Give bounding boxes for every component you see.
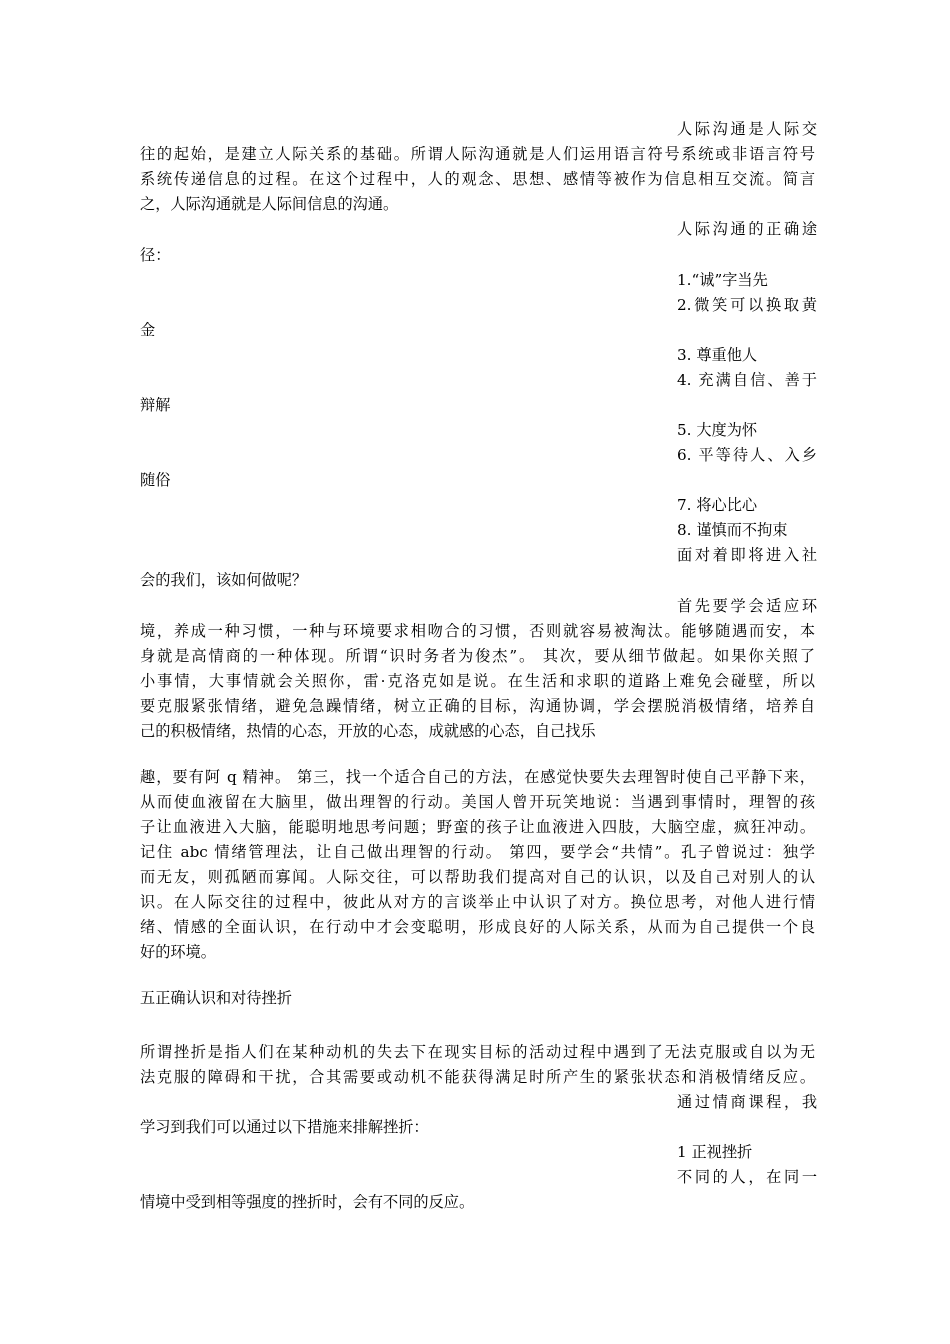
text-line: 学习到我们可以通过以下措施来排解挫折：	[140, 1118, 429, 1136]
text-line: 而无友，则孤陋而寡闻。人际交往，可以帮助我们提高对自己的认识，以及自己对别人的认	[140, 868, 815, 886]
text-line: 要克服紧张情绪，避免急躁情绪，树立正确的目标，沟通协调，学会摆脱消极情绪，培养自	[140, 697, 815, 715]
text-line: 之，人际沟通就是人际间信息的沟通。	[140, 195, 399, 213]
text-line: 法克服的障碍和干扰，合其需要或动机不能获得满足时所产生的紧张状态和消极情绪反应。	[140, 1068, 815, 1086]
list-item: 1 正视挫折	[677, 1143, 753, 1161]
text-line: 所谓挫折是指人们在某种动机的失去下在现实目标的活动过程中遇到了无法克服或自以为无	[140, 1043, 815, 1061]
text-line: 金	[140, 321, 156, 339]
text-line: 己的积极情绪，热情的心态，开放的心态，成就感的心态，自己找乐	[140, 722, 596, 740]
text-line: 人际沟通的正确途	[677, 220, 817, 238]
text-line: 人际沟通是人际交	[677, 120, 817, 138]
list-item: 2.微笑可以换取黄	[677, 296, 817, 314]
text-line: 系统传递信息的过程。在这个过程中，人的观念、思想、感情等被作为信息相互交流。简言	[140, 170, 815, 188]
text-line: 子让血液进入大脑，能聪明地思考问题；野蛮的孩子让血液进入四肢，大脑空虚，疯狂冲动。	[140, 818, 815, 836]
text-line: 面对着即将进入社	[677, 546, 817, 564]
text-line: 辩解	[140, 396, 171, 414]
text-line: 不同的人，在同一	[677, 1168, 817, 1186]
text-line: 识。在人际交往的过程中，彼此从对方的言谈举止中认识了对方。换位思考，对他人进行情	[140, 893, 815, 911]
text-line: 情境中受到相等强度的挫折时，会有不同的反应。	[140, 1193, 475, 1211]
text-line: 小事情，大事情就会关照你，雷·克洛克如是说。在生活和求职的道路上难免会碰壁，所以	[140, 672, 815, 690]
list-item: 1.“诚”字当先	[677, 271, 768, 289]
list-item: 3. 尊重他人	[677, 346, 758, 364]
text-line: 绪、情感的全面认识，在行动中才会变聪明，形成良好的人际关系，从而为自己提供一个良	[140, 918, 815, 936]
list-item: 5. 大度为怀	[677, 421, 758, 439]
text-line: 从而使血液留在大脑里，做出理智的行动。美国人曾开玩笑地说：当遇到事情时，理智的孩	[140, 793, 815, 811]
list-item: 7. 将心比心	[677, 496, 758, 514]
list-item: 4. 充满自信、善于	[677, 371, 817, 389]
text-line: 境，养成一种习惯，一种与环境要求相吻合的习惯，否则就容易被淘汰。能够随遇而安，本	[140, 622, 815, 640]
list-item: 8. 谨慎而不拘束	[677, 521, 788, 539]
text-line: 往的起始，是建立人际关系的基础。所谓人际沟通就是人们运用语言符号系统或非语言符号	[140, 145, 815, 163]
section-heading: 五正确认识和对待挫折	[140, 989, 292, 1007]
text-line: 趣，要有阿 q 精神。 第三，找一个适合自己的方法，在感觉快要失去理智时使自己平静下来，	[140, 768, 815, 786]
text-line: 好的环境。	[140, 943, 216, 961]
text-line: 记住 abc 情绪管理法，让自己做出理智的行动。 第四，要学会“共情”。孔子曾说过：独学	[140, 843, 815, 861]
text-line: 身就是高情商的一种体现。所谓“识时务者为俊杰”。 其次，要从细节做起。如果你关照了	[140, 647, 815, 665]
text-line: 随俗	[140, 471, 171, 489]
text-line: 会的我们，该如何做呢？	[140, 571, 308, 589]
text-line: 首先要学会适应环	[677, 597, 817, 615]
list-item: 6. 平等待人、入乡	[677, 446, 817, 464]
text-line: 通过情商课程，我	[677, 1093, 817, 1111]
text-line: 径：	[140, 246, 171, 264]
